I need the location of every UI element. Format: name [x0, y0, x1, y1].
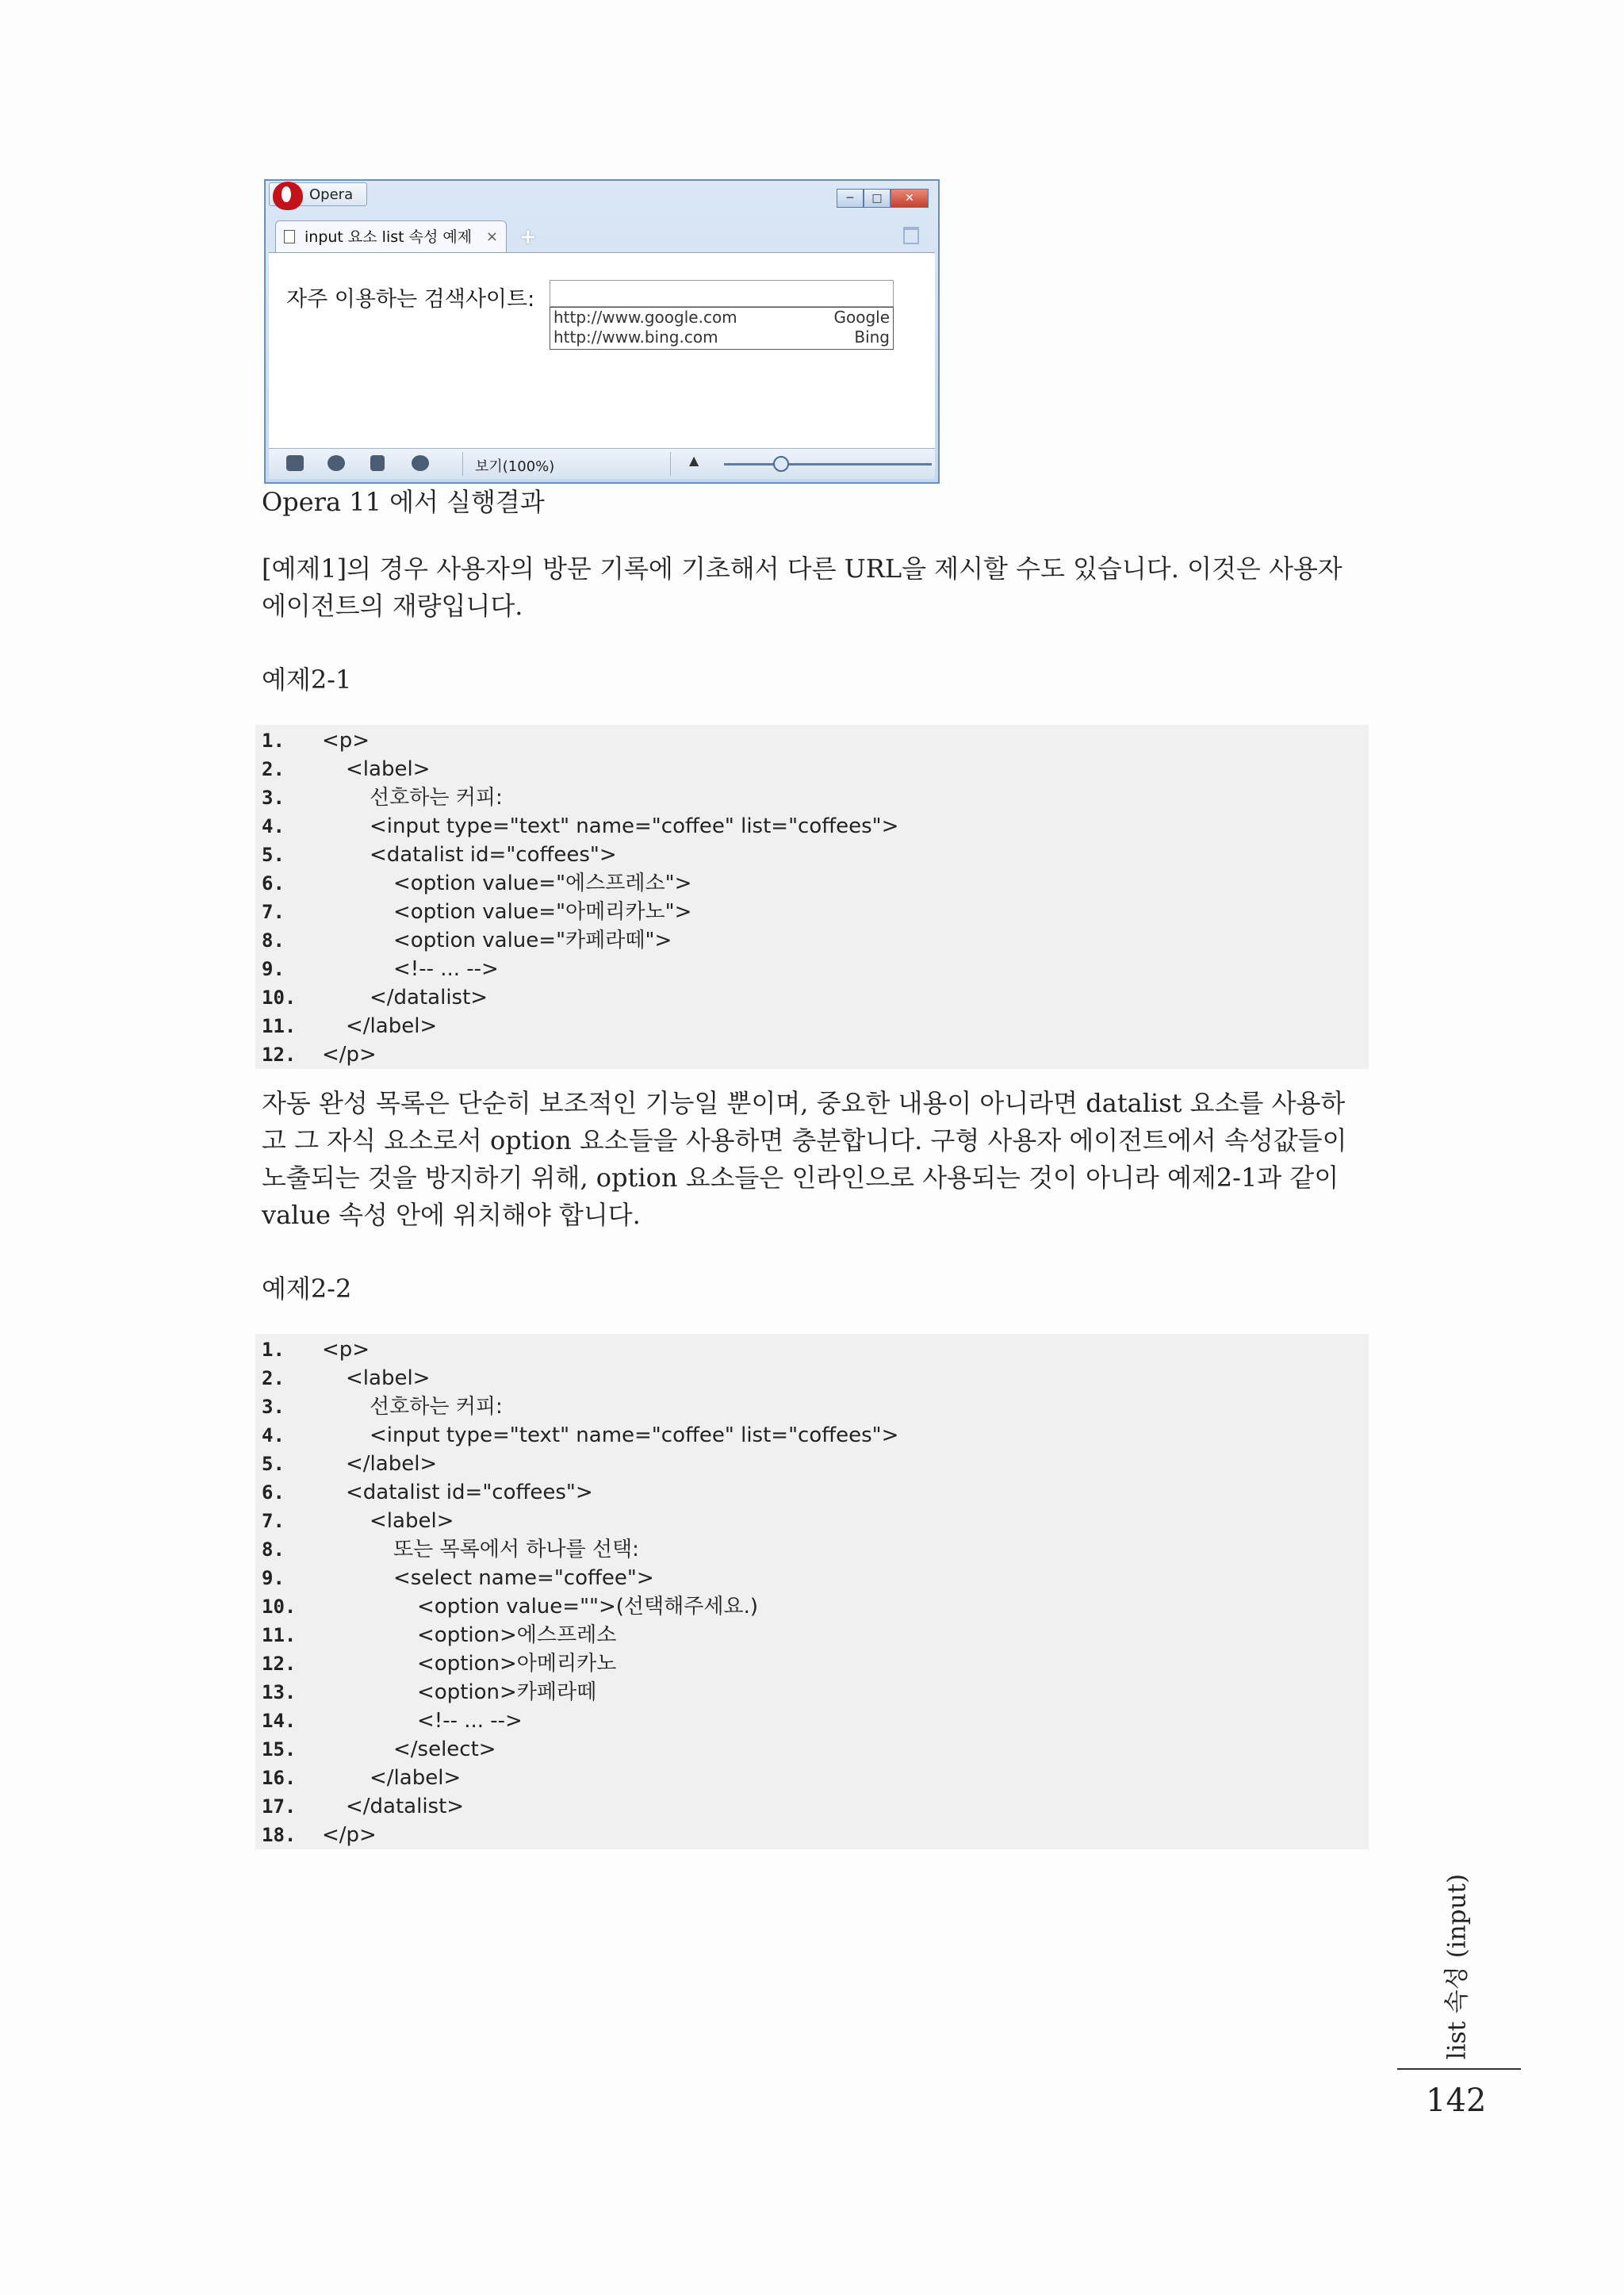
autocomplete-dropdown — [550, 307, 894, 350]
code-text: <label> — [346, 1366, 431, 1390]
dropdown-option[interactable] — [550, 308, 893, 328]
line-number: 3. — [262, 1396, 285, 1418]
side-label-text: list 속성 (input) — [1442, 1873, 1472, 2060]
figure-caption: Opera 11 에서 실행결과 — [262, 487, 545, 517]
status-divider — [670, 452, 671, 476]
example-heading: 예제2-1 — [262, 665, 352, 695]
line-number: 7. — [262, 1510, 285, 1532]
close-icon[interactable]: ✕ — [891, 189, 929, 208]
code-text: </p> — [322, 1823, 377, 1847]
line-number: 15. — [262, 1738, 297, 1761]
new-tab-icon[interactable]: + — [519, 225, 537, 249]
option-url: http://www.google.com — [553, 308, 737, 327]
line-number: 11. — [262, 1015, 297, 1037]
code-line — [255, 1735, 1369, 1764]
code-line — [255, 1040, 1369, 1069]
code-text: 선호하는 커피: — [370, 786, 503, 810]
status-bar — [269, 448, 935, 479]
code-block — [255, 1334, 1369, 1849]
code-text: <p> — [322, 729, 370, 753]
line-number: 12. — [262, 1653, 297, 1675]
code-text: </datalist> — [370, 986, 488, 1010]
line-number: 10. — [262, 987, 297, 1009]
section-side-label — [1437, 1873, 1472, 2060]
maximize-icon[interactable]: □ — [864, 189, 891, 208]
line-number: 3. — [262, 787, 285, 809]
code-line — [255, 841, 1369, 869]
line-number: 12. — [262, 1044, 297, 1066]
code-text: <p> — [322, 1338, 370, 1362]
line-number: 6. — [262, 1481, 285, 1504]
panel-icon[interactable] — [286, 455, 304, 471]
triangle-up-icon[interactable]: ▲ — [689, 453, 699, 468]
browser-viewport — [269, 252, 935, 450]
minimize-icon[interactable]: ─ — [837, 189, 864, 208]
zoom-slider-track[interactable] — [724, 463, 932, 466]
window-controls — [837, 189, 929, 208]
opera-menu-label: Opera — [309, 186, 354, 203]
code-text: <datalist id="coffees"> — [370, 843, 617, 867]
code-line — [255, 1364, 1369, 1393]
code-line — [255, 955, 1369, 983]
code-text: </select> — [393, 1738, 496, 1761]
browser-tab[interactable] — [275, 220, 507, 252]
paragraph: 자동 완성 목록은 단순히 보조적인 기능일 뿐이며, 중요한 내용이 아니라면 datalist 요소를 사용하고 그 자식 요소로서 option 요소들을 사용하면 충분합니다. 구형 사용자 에이전트에서 속성값들이 노출되는 것을 방지하기 위해, option 요소들은 인라인으로 사용되는 것이 아니라 예제2-1과 같이 value 속성 안에 위치해야 합니다. — [262, 1088, 1347, 1230]
code-line — [255, 1335, 1369, 1364]
opera-screenshot — [264, 179, 940, 484]
code-line — [255, 1678, 1369, 1707]
search-site-input[interactable] — [550, 280, 894, 307]
code-text: <datalist id="coffees"> — [346, 1481, 593, 1504]
example-heading: 예제2-2 — [262, 1274, 352, 1304]
code-line — [255, 1421, 1369, 1450]
side-rule — [1397, 2068, 1521, 2070]
code-text: 또는 목록에서 하나를 선택: — [393, 1538, 639, 1561]
code-line — [255, 926, 1369, 955]
code-text: <input type="text" name="coffee" list="coffees"> — [370, 814, 899, 838]
code-line — [255, 1535, 1369, 1564]
option-name: Google — [833, 308, 890, 327]
opera-logo-icon — [273, 182, 303, 210]
code-line — [255, 812, 1369, 841]
trash-icon[interactable] — [903, 227, 919, 244]
option-url: http://www.bing.com — [553, 328, 718, 347]
line-number: 8. — [262, 1538, 285, 1561]
tab-title: input 요소 list 속성 예제 — [304, 228, 473, 246]
code-text: </label> — [370, 1766, 462, 1790]
line-number: 1. — [262, 1339, 285, 1361]
code-text: <option>아메리카노 — [417, 1652, 617, 1676]
opera-menu-button[interactable] — [269, 182, 367, 206]
code-text: <!-- ... --> — [417, 1709, 523, 1733]
line-number: 9. — [262, 1567, 285, 1589]
code-line — [255, 1564, 1369, 1592]
status-divider — [462, 452, 463, 476]
line-number: 18. — [262, 1824, 297, 1846]
line-number: 14. — [262, 1710, 297, 1732]
line-number: 5. — [262, 844, 285, 866]
page-number: 142 — [1426, 2082, 1487, 2119]
line-number: 4. — [262, 1424, 285, 1446]
code-line — [255, 755, 1369, 784]
option-name: Bing — [854, 328, 890, 347]
share-icon[interactable] — [370, 455, 385, 471]
code-text: <option>에스프레소 — [417, 1623, 617, 1647]
code-line — [255, 1393, 1369, 1421]
line-number: 17. — [262, 1795, 297, 1818]
line-number: 1. — [262, 730, 285, 752]
zoom-label[interactable]: 보기(100%) — [475, 458, 555, 475]
line-number: 7. — [262, 901, 285, 923]
code-text: <option>카페라떼 — [417, 1680, 597, 1704]
code-line — [255, 1649, 1369, 1678]
code-text: <!-- ... --> — [393, 957, 499, 981]
code-line — [255, 1707, 1369, 1735]
code-text: <label> — [346, 757, 431, 781]
code-text: <label> — [370, 1509, 454, 1533]
code-line — [255, 1792, 1369, 1821]
code-text: </datalist> — [346, 1795, 465, 1818]
zoom-slider-knob[interactable] — [773, 456, 789, 472]
code-text: </label> — [346, 1014, 438, 1038]
code-text: </p> — [322, 1043, 377, 1067]
document-icon — [284, 230, 295, 243]
paragraph: [예제1]의 경우 사용자의 방문 기록에 기초해서 다른 URL을 제시할 수도 있습니다. 이것은 사용자 에이전트의 재량입니다. — [262, 554, 1342, 621]
line-number: 4. — [262, 815, 285, 837]
code-line — [255, 1821, 1369, 1849]
code-line — [255, 1478, 1369, 1507]
line-number: 5. — [262, 1453, 285, 1475]
tab-close-icon[interactable]: × — [485, 228, 498, 245]
code-line — [255, 1450, 1369, 1478]
code-line — [255, 784, 1369, 812]
code-text: <option value="카페라떼"> — [393, 929, 672, 952]
code-text: <input type="text" name="coffee" list="coffees"> — [370, 1423, 899, 1447]
code-line — [255, 983, 1369, 1012]
line-number: 10. — [262, 1596, 297, 1618]
code-line — [255, 1012, 1369, 1040]
line-number: 2. — [262, 1367, 285, 1389]
code-line — [255, 898, 1369, 926]
code-text: <select name="coffee"> — [393, 1566, 654, 1590]
code-line — [255, 726, 1369, 755]
dropdown-option[interactable] — [550, 328, 893, 347]
line-number: 8. — [262, 929, 285, 952]
speed-icon[interactable] — [412, 455, 429, 471]
code-line — [255, 869, 1369, 898]
cloud-icon[interactable] — [327, 455, 345, 471]
line-number: 11. — [262, 1624, 297, 1646]
code-text: <option value="">(선택해주세요.) — [417, 1595, 759, 1619]
search-site-label: 자주 이용하는 검색사이트: — [286, 287, 535, 312]
line-number: 9. — [262, 958, 285, 980]
line-number: 6. — [262, 872, 285, 895]
code-line — [255, 1592, 1369, 1621]
code-line — [255, 1621, 1369, 1649]
code-block — [255, 725, 1369, 1069]
line-number: 2. — [262, 758, 285, 780]
code-text: 선호하는 커피: — [370, 1395, 503, 1419]
code-text: <option value="아메리카노"> — [393, 900, 692, 924]
code-text: <option value="에스프레소"> — [393, 872, 692, 895]
code-line — [255, 1507, 1369, 1535]
code-text: </label> — [346, 1452, 438, 1476]
line-number: 16. — [262, 1767, 297, 1789]
line-number: 13. — [262, 1681, 297, 1703]
code-line — [255, 1764, 1369, 1792]
